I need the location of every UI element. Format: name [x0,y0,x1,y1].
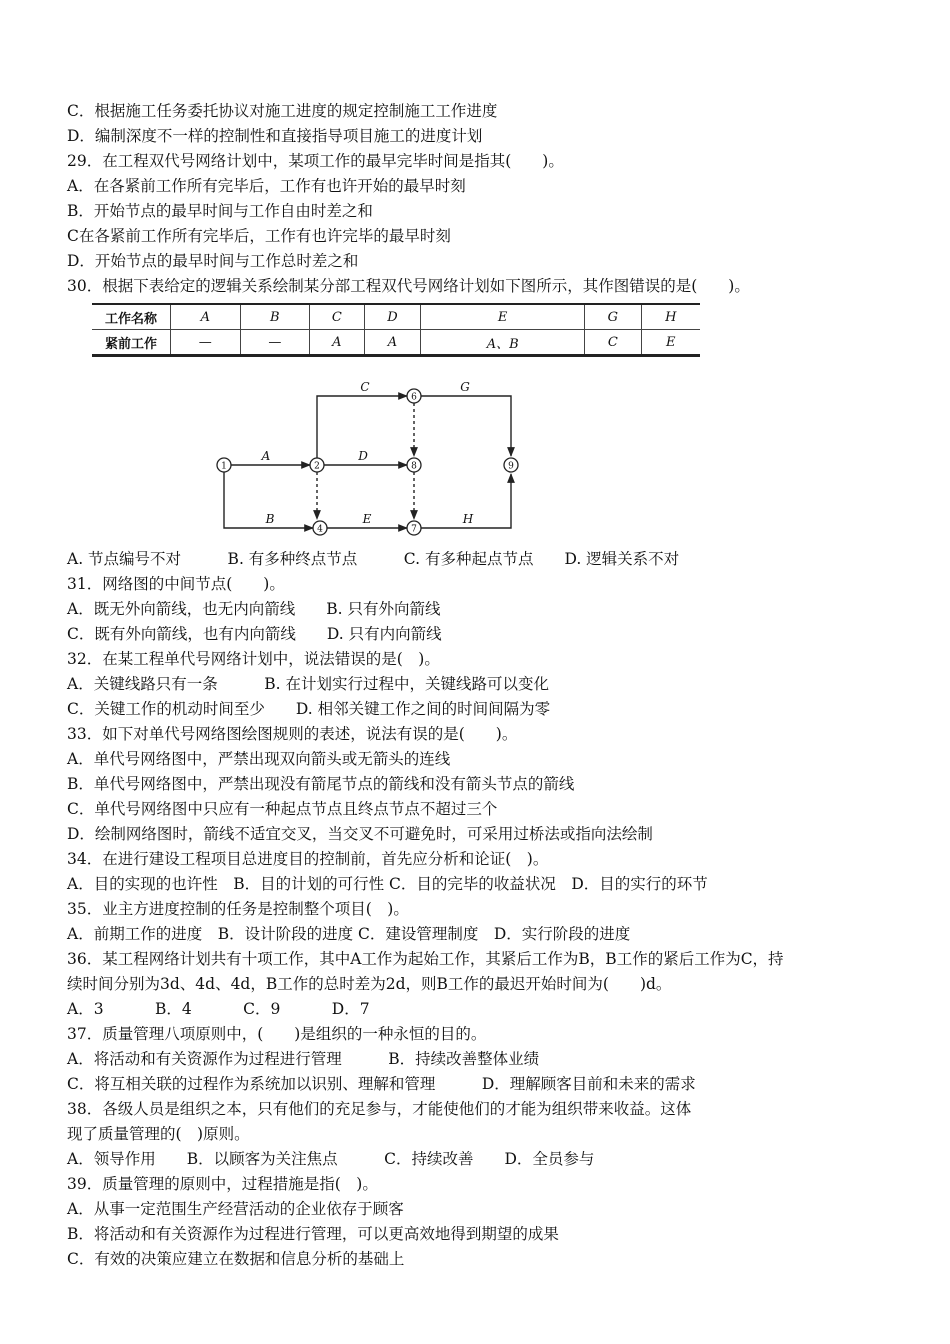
table-cell: B [240,304,310,330]
node-label: 9 [508,461,514,472]
text-line: 现了质量管理的( )原则。 [67,1125,250,1143]
arrow-label: H [462,512,474,526]
text-line: D．开始节点的最早时间与工作总时差之和 [67,252,359,270]
table-cell: D [364,304,421,330]
question-36: 36．某工程网络计划共有十项工作，其中A工作为起始工作，其紧后工作为B，B工作的紧后工作为C，持 [67,950,784,968]
text-line: 续时间分别为3d、4d、4d，B工作的总时差为2d，则B工作的最迟开始时间为( )d。 [67,975,672,993]
text-line: A．关键线路只有一条 B. 在计划实行过程中，关键线路可以变化 [67,675,549,693]
table-cell: A、B [421,330,585,356]
text-line: A．既无外向箭线，也无内向箭线 B. 只有外向箭线 [67,600,441,618]
row-label: 工作名称 [92,304,171,330]
text-line: A．将活动和有关资源作为过程进行管理 B．持续改善整体业绩 [67,1050,540,1068]
arrow-label: B [265,512,275,526]
node-label: 1 [221,461,227,472]
question-33: 33．如下对单代号网络图绘图规则的表述，说法有误的是( )。 [67,725,518,743]
table-cell: C [310,304,364,330]
table-cell: — [171,330,241,356]
question-32: 32．在某工程单代号网络计划中，说法错误的是( )。 [67,650,440,668]
text-line: A．在各紧前工作所有完毕后，工作有也许开始的最早时刻 [67,177,466,195]
table-row [92,330,700,356]
node-label: 6 [411,392,417,403]
arrow-label: A [261,449,271,463]
node-label: 7 [411,524,417,535]
question-35: 35．业主方进度控制的任务是控制整个项目( )。 [67,900,409,918]
text-line: C．有效的决策应建立在数据和信息分析的基础上 [67,1250,405,1268]
question-29: 29．在工程双代号网络计划中，某项工作的最早完毕时间是指其( )。 [67,152,564,170]
question-34: 34．在进行建设工程项目总进度目的控制前，首先应分析和论证( )。 [67,850,549,868]
table-cell: H [641,304,700,330]
arrow-label: C [360,380,370,394]
row-label: 紧前工作 [92,330,171,356]
text-line: C．将互相关联的过程作为系统加以识别、理解和管理 D．理解顾客目前和未来的需求 [67,1075,696,1093]
table-cell: G [585,304,642,330]
question-38: 38．各级人员是组织之本，只有他们的充足参与，才能使他们的才能为组织带来收益。这体 [67,1100,692,1118]
text-line: A．前期工作的进度 B．设计阶段的进度 C．建设管理制度 D．实行阶段的进度 [67,925,631,943]
arrow-g [421,396,511,456]
text-line: A．3 B．4 C．9 D．7 [67,1000,370,1018]
node-label: 2 [314,461,320,472]
table-cell: C [585,330,642,356]
question-31: 31．网络图的中间节点( )。 [67,575,285,593]
node-label: 4 [317,524,323,535]
arrow-label: D [358,449,368,463]
text-line: A．领导作用 B．以顾客为关注焦点 C．持续改善 D．全员参与 [67,1150,595,1168]
table-cell: A [364,330,421,356]
text-line: B．单代号网络图中，严禁出现没有箭尾节点的箭线和没有箭头节点的箭线 [67,775,575,793]
text-line: B．开始节点的最早时间与工作自由时差之和 [67,202,373,220]
logic-table [92,303,700,357]
text-line: A．从事一定范围生产经营活动的企业依存于顾客 [67,1200,404,1218]
text-line: C．单代号网络图中只应有一种起点节点且终点节点不超过三个 [67,800,498,818]
text-line: C在各紧前工作所有完毕后，工作有也许完毕的最早时刻 [67,227,451,245]
text-line: A．目的实现的也许性 B．目的计划的可行性 C．目的完毕的收益状况 D．目的实行的环节 [67,875,708,893]
table-cell: E [641,330,700,356]
arrow-label: E [362,512,372,526]
text-line: D．编制深度不一样的控制性和直接指导项目施工的进度计划 [67,127,483,145]
network-diagram [210,378,530,540]
text-line: C．既有外向箭线，也有内向箭线 D. 只有内向箭线 [67,625,442,643]
question-30-options: A. 节点编号不对 B. 有多种终点节点 C. 有多种起点节点 D. 逻辑关系不对 [67,550,680,568]
text-line: C．根据施工任务委托协议对施工进度的规定控制施工工作进度 [67,102,498,120]
question-39: 39．质量管理的原则中，过程措施是指( )。 [67,1175,378,1193]
text-line: B．将活动和有关资源作为过程进行管理，可以更高效地得到期望的成果 [67,1225,559,1243]
question-37: 37．质量管理八项原则中，( )是组织的一种永恒的目的。 [67,1025,487,1043]
table-cell: A [171,304,241,330]
text-line: D．绘制网络图时，箭线不适宜交叉，当交叉不可避免时，可采用过桥法或指向法绘制 [67,825,653,843]
table-cell: — [240,330,310,356]
text-line: A．单代号网络图中，严禁出现双向箭头或无箭头的连线 [67,750,451,768]
node-label: 8 [411,461,417,472]
arrow-label: G [460,380,470,394]
text-line: C．关键工作的机动时间至少 D. 相邻关键工作之间的时间间隔为零 [67,700,551,718]
table-cell: A [310,330,364,356]
question-30: 30．根据下表给定的逻辑关系绘制某分部工程双代号网络计划如下图所示，其作图错误的是( )。 [67,277,750,295]
table-row [92,304,700,330]
table-cell: E [421,304,585,330]
